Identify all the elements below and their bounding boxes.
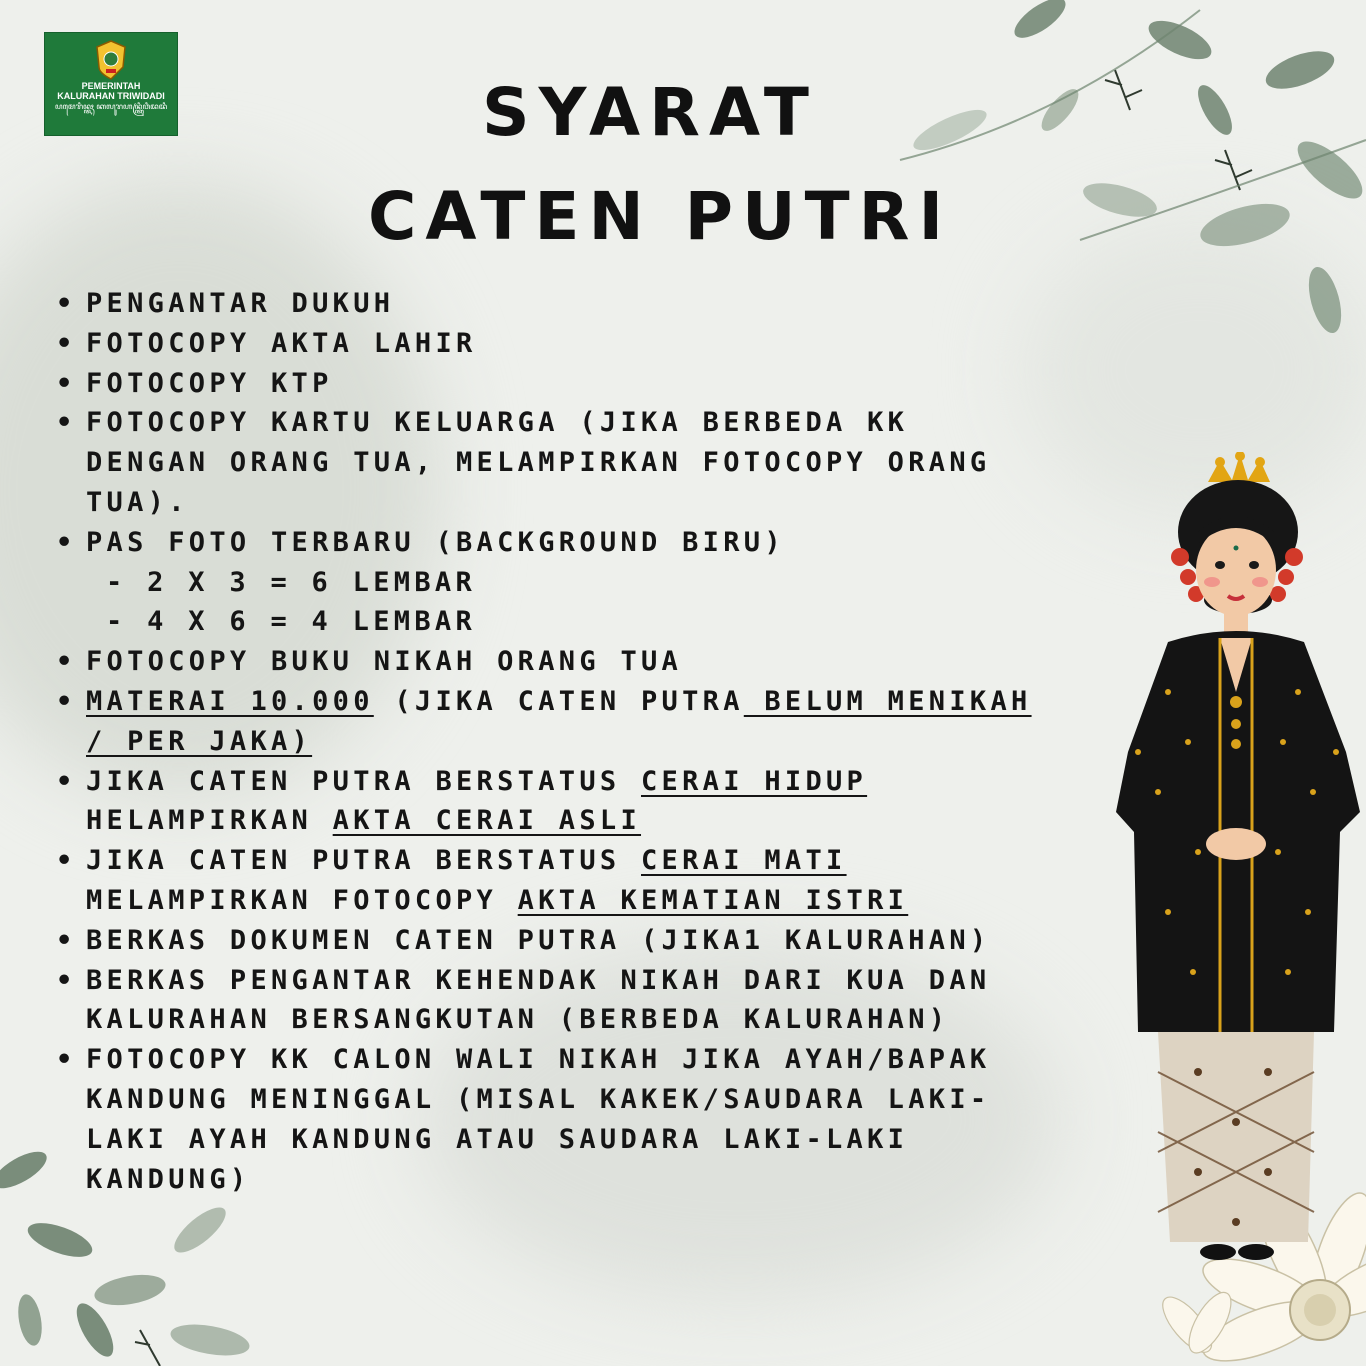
list-item: • JIKA CATEN PUTRA BERSTATUS CERAI MATI [56, 841, 1136, 881]
list-item-continuation: KANDUNG) [86, 1163, 251, 1195]
kalurahan-logo [44, 32, 178, 136]
list-item: • FOTOCOPY KARTU KELUARGA (JIKA BERBEDA KK [56, 403, 1136, 443]
sub-list-item: - 4 X 6 = 4 LEMBAR [106, 606, 476, 638]
list-item-continuation: DENGAN ORANG TUA, MELAMPIRKAN FOTOCOPY ORANG [86, 447, 991, 479]
list-item-continuation: HELAMPIRKAN AKTA CERAI ASLI [86, 805, 642, 837]
list-item: • PENGANTAR DUKUH [56, 284, 1136, 324]
list-item: • FOTOCOPY KK CALON WALI NIKAH JIKA AYAH/BAPAK [56, 1040, 1136, 1080]
list-item: • MATERAI 10.000 (JIKA CATEN PUTRA BELUM MENIKAH [56, 682, 1136, 722]
list-item: • FOTOCOPY AKTA LAHIR [56, 324, 1136, 364]
list-item-continuation: TUA). [86, 486, 189, 518]
list-item: • JIKA CATEN PUTRA BERSTATUS CERAI HIDUP [56, 762, 1136, 802]
list-item-continuation: LAKI AYAH KANDUNG ATAU SAUDARA LAKI-LAKI [86, 1123, 909, 1155]
emblem-icon [94, 39, 128, 81]
requirements-list [56, 284, 1136, 1199]
logo-line-kalurahan: KALURAHAN TRIWIDADI [57, 91, 165, 101]
list-item: • FOTOCOPY KTP [56, 364, 1136, 404]
logo-line-pemerintah: PEMERINTAH [81, 81, 141, 91]
list-item-continuation: KANDUNG MENINGGAL (MISAL KAKEK/SAUDARA LAKI- [86, 1083, 991, 1115]
list-item: • PAS FOTO TERBARU (BACKGROUND BIRU) [56, 523, 1136, 563]
list-item-continuation: / PER JAKA) [86, 725, 313, 757]
logo-line-javanese-script: ꦥꦩꦺꦫꦶꦤ꧀ꦠꦃ ꦏꦭꦸꦫꦲꦤ꧀ꦠꦿꦶꦮꦶꦢꦢꦶ [54, 102, 168, 111]
sub-list-item: - 2 X 3 = 6 LEMBAR [106, 566, 476, 598]
list-item: • FOTOCOPY BUKU NIKAH ORANG TUA [56, 642, 1136, 682]
list-item: • BERKAS DOKUMEN CATEN PUTRA (JIKA1 KALURAHAN) [56, 921, 1136, 961]
list-item: • BERKAS PENGANTAR KEHENDAK NIKAH DARI KUA DAN [56, 961, 1136, 1001]
list-item-continuation: MELAMPIRKAN FOTOCOPY AKTA KEMATIAN ISTRI [86, 884, 909, 916]
list-item-continuation: KALURAHAN BERSANGKUTAN (BERBEDA KALURAHAN) [86, 1004, 950, 1036]
page-title-line-2: CATEN PUTRI [367, 178, 953, 255]
bride-illustration-icon [1108, 452, 1366, 1292]
page-title-line-1: SYARAT [482, 74, 818, 151]
